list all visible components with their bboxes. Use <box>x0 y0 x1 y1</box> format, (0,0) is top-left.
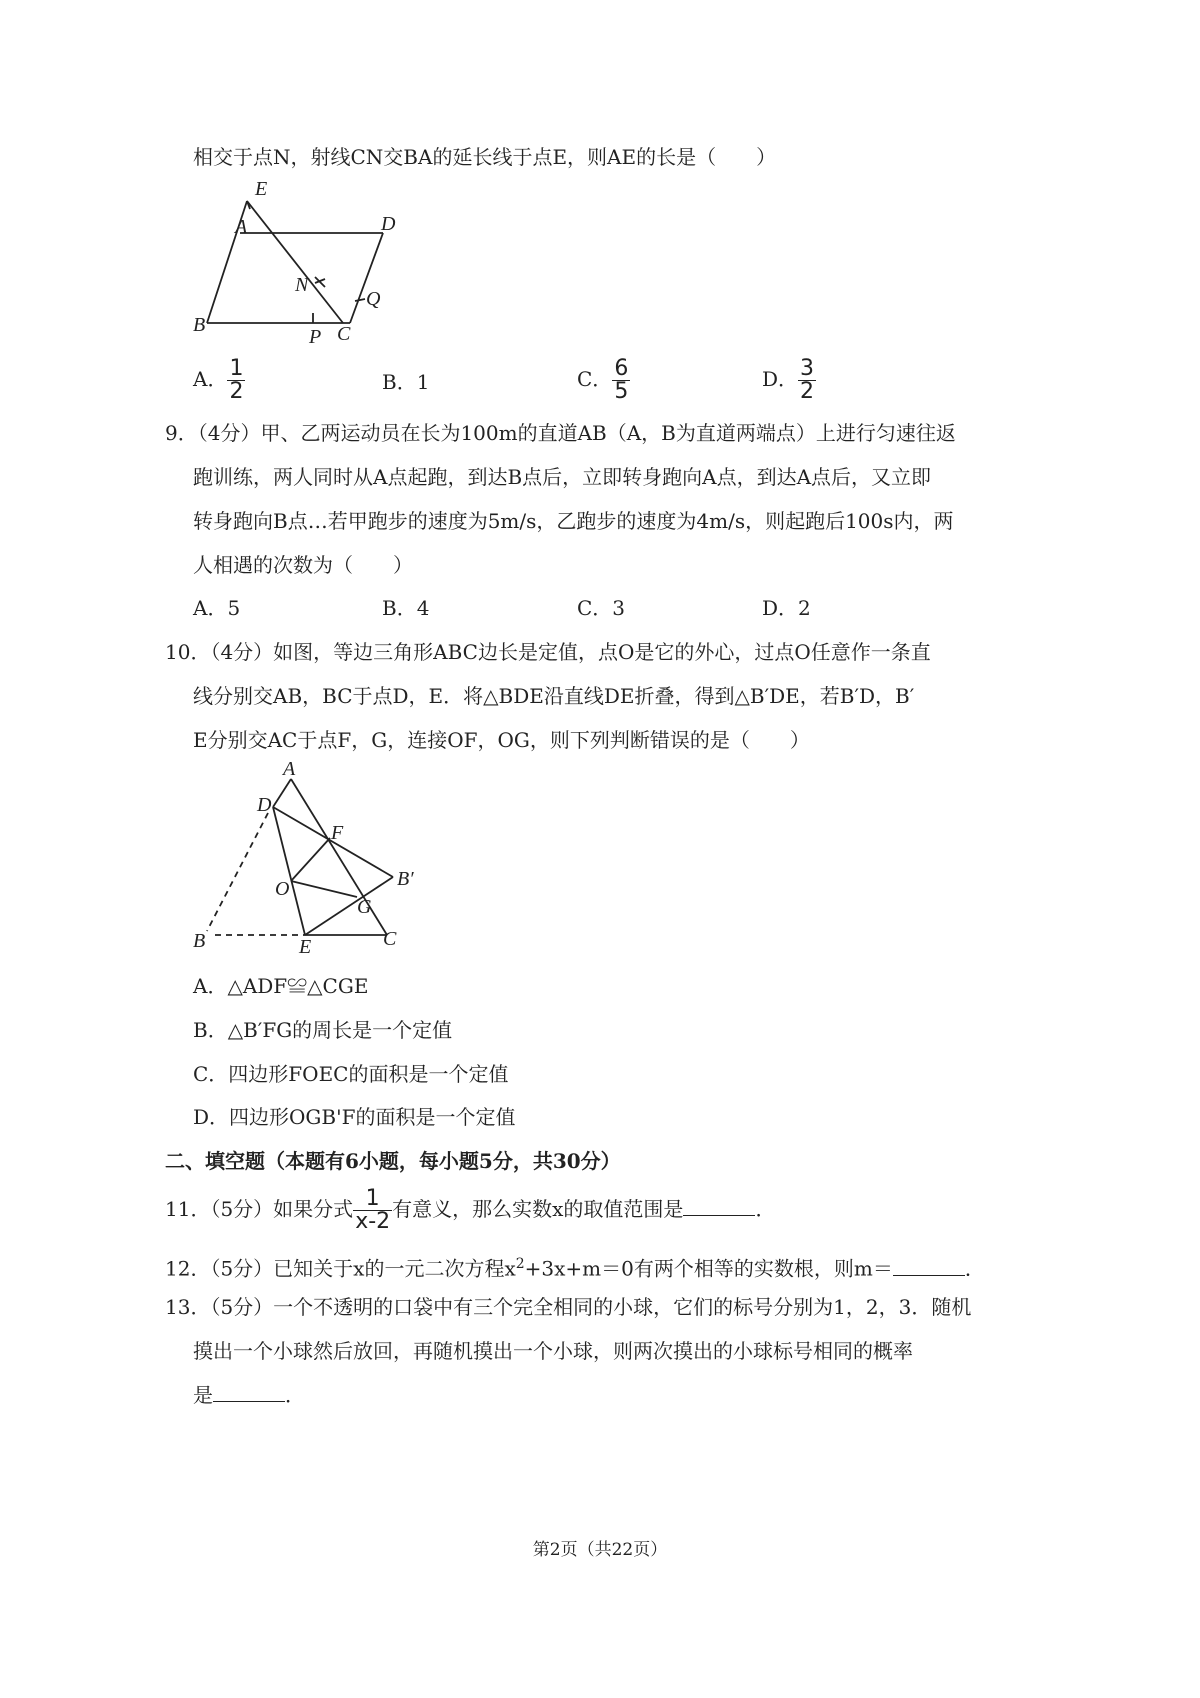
q9-option-c: C．3 <box>577 596 626 620</box>
q10-label-o: O <box>275 878 290 900</box>
q10-label-e: E <box>299 936 312 955</box>
q12 <box>165 1250 985 1283</box>
q8-option-c-fraction <box>612 358 630 403</box>
q8-line-1: 相交于点N，射线CN交BA的延长线于点E，则AE的长是（ ） <box>193 145 777 169</box>
q13-end: ． <box>285 1383 305 1407</box>
q8-option-a-num: 1 <box>229 356 244 381</box>
q10-option-b: B．△B′FG的周长是一个定值 <box>193 1018 453 1042</box>
q10-triangle-figure <box>185 755 435 955</box>
q11-end: ． <box>755 1197 776 1221</box>
q12-prefix: 12．（5分）已知关于x的一元二次方程x <box>165 1256 516 1281</box>
q8-parallelogram-figure <box>185 175 415 350</box>
q8-label-b: B <box>193 314 206 336</box>
q8-option-a-fraction <box>227 358 245 403</box>
page-footer: 第2页（共22页） <box>532 1540 668 1560</box>
q8-option-c-num: 6 <box>614 356 629 381</box>
q8-option-c-prefix: C． <box>577 367 613 391</box>
q10-label-g: G <box>357 896 372 918</box>
q10-line-3: E分别交AC于点F，G，连接OF，OG，则下列判断错误的是（ ） <box>193 728 810 752</box>
q11 <box>165 1188 775 1233</box>
q10-option-c: C．四边形FOEC的面积是一个定值 <box>193 1062 509 1086</box>
q9-option-a: A．5 <box>193 596 241 620</box>
q11-frac-num: 1 <box>353 1188 392 1211</box>
q9-option-d: D．2 <box>762 596 811 620</box>
q10-label-d: D <box>257 794 272 816</box>
q8-option-d-fraction <box>798 358 816 403</box>
q10-label-b-prime: B′ <box>397 868 414 890</box>
q12-suffix: +3x+m＝0有两个相等的实数根，则m＝ <box>524 1256 893 1281</box>
q8-label-d: D <box>381 213 396 235</box>
q8-option-c-den: 5 <box>614 379 629 404</box>
q9-line-4: 人相遇的次数为（ ） <box>193 553 413 577</box>
q13-line-3-prefix: 是 <box>193 1383 213 1407</box>
q11-suffix: 有意义，那么实数x的取值范围是 <box>392 1197 684 1221</box>
q8-option-a-prefix: A． <box>193 367 228 391</box>
q13-line-3 <box>193 1381 305 1409</box>
q12-superscript: 2 <box>515 1256 525 1272</box>
q10-label-c: C <box>383 928 397 950</box>
q10-option-a: A．△ADF≌△CGE <box>193 974 369 998</box>
q8-option-d-den: 2 <box>800 379 815 404</box>
q8-option-d-num: 3 <box>800 356 815 381</box>
q10-label-f: F <box>331 822 344 844</box>
q8-option-d <box>762 358 816 403</box>
q13-line-2: 摸出一个小球然后放回，再随机摸出一个小球，则两次摸出的小球标号相同的概率 <box>193 1339 913 1363</box>
q8-label-n: N <box>295 274 309 296</box>
q12-answer-blank <box>893 1255 965 1276</box>
q10-line-1: 10．（4分）如图，等边三角形ABC边长是定值，点O是它的外心，过点O任意作一条直 <box>165 640 931 664</box>
q8-label-p: P <box>309 326 322 348</box>
q11-fraction <box>353 1188 392 1233</box>
q8-option-b: B．1 <box>382 370 430 394</box>
q13-line-1: 13．（5分）一个不透明的口袋中有三个完全相同的小球，它们的标号分别为1，2，3．随机 <box>165 1295 972 1319</box>
q8-label-a: A <box>235 216 248 238</box>
q10-label-a: A <box>283 758 296 780</box>
q8-option-a <box>193 358 245 403</box>
q8-option-d-prefix: D． <box>762 367 799 391</box>
q10-label-b: B <box>193 930 206 952</box>
q9-line-2: 跑训练，两人同时从A点起跑，到达B点后，立即转身跑向A点，到达A点后，又立即 <box>193 465 932 489</box>
q8-option-a-den: 2 <box>229 379 244 404</box>
q11-prefix: 11．（5分）如果分式 <box>165 1197 354 1221</box>
q10-option-d: D．四边形OGB'F的面积是一个定值 <box>193 1105 516 1129</box>
q9-line-3: 转身跑向B点…若甲跑步的速度为5m/s，乙跑步的速度为4m/s，则起跑后100s内，两 <box>193 509 954 533</box>
q8-label-q: Q <box>366 288 381 310</box>
q9-option-b: B．4 <box>382 596 430 620</box>
q11-answer-blank <box>683 1195 755 1216</box>
q8-option-c <box>577 358 630 403</box>
q13-answer-blank <box>213 1381 285 1402</box>
section-2-title: 二、填空题（本题有6小题，每小题5分，共30分） <box>165 1149 621 1173</box>
q11-frac-den: x-2 <box>355 1209 391 1234</box>
q12-end: ． <box>964 1256 985 1281</box>
q8-label-c: C <box>337 323 351 345</box>
q10-line-2: 线分别交AB，BC于点D，E．将△BDE沿直线DE折叠，得到△B′DE，若B′D，B′ <box>193 684 915 708</box>
q9-line-1: 9．（4分）甲、乙两运动员在长为100m的直道AB（A，B为直道两端点）上进行匀速往返 <box>165 421 956 445</box>
q8-label-e: E <box>255 178 268 200</box>
